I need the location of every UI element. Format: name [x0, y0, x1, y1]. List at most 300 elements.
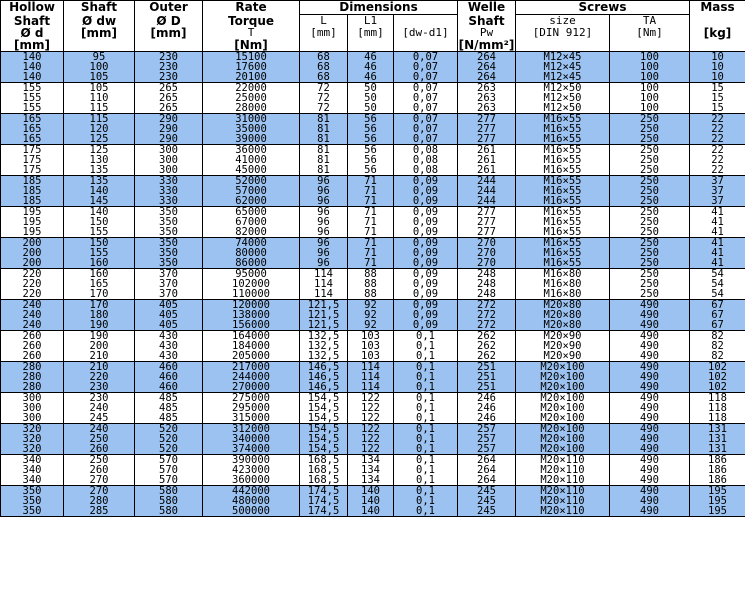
header-torque-unit: [Nm]	[234, 38, 268, 52]
table-row	[1, 393, 745, 404]
torque-cell: 65000	[203, 207, 300, 218]
hollow-shaft-cell: 350	[1, 506, 64, 517]
pw-cell: 261	[458, 155, 516, 165]
hollow-shaft-cell: 320	[1, 444, 64, 455]
pw-cell: 264	[458, 72, 516, 83]
torque-cell: 244000	[203, 372, 300, 382]
dim-L1-cell: 71	[348, 207, 394, 218]
hollow-shaft-cell: 300	[1, 403, 64, 413]
header-shaft-2: Shaft	[458, 15, 516, 28]
dim-L1-cell: 140	[348, 496, 394, 506]
mass-cell: 67	[690, 310, 745, 320]
mass-cell: 82	[690, 331, 745, 342]
shaft-cell: 95	[64, 52, 135, 63]
mass-cell: 131	[690, 434, 745, 444]
dim-L-cell: 132,5	[300, 341, 348, 351]
pw-cell: 248	[458, 269, 516, 280]
screw-ta-cell: 490	[610, 341, 690, 351]
header-hollow-unit: [mm]	[14, 38, 50, 52]
pw-cell: 277	[458, 124, 516, 134]
dim-dw-cell: 0,09	[394, 310, 458, 320]
dim-L1-cell: 50	[348, 103, 394, 114]
dim-dw-cell: 0,07	[394, 103, 458, 114]
dim-L-cell: 96	[300, 186, 348, 196]
dim-dw-cell: 0,1	[394, 382, 458, 393]
table-row	[1, 124, 745, 134]
dim-dw-cell: 0,09	[394, 186, 458, 196]
hollow-shaft-cell: 140	[1, 62, 64, 72]
shaft-cell: 270	[64, 486, 135, 497]
pw-cell: 261	[458, 165, 516, 176]
header-dimensions: Dimensions	[300, 1, 458, 15]
screw-ta-cell: 490	[610, 320, 690, 331]
table-row	[1, 62, 745, 72]
dim-L-cell: 68	[300, 52, 348, 63]
header-dim-L-unit: [mm]	[300, 27, 348, 52]
dim-dw-cell: 0,1	[394, 444, 458, 455]
screw-size-cell: M16×55	[516, 165, 610, 176]
torque-cell: 360000	[203, 475, 300, 486]
dim-L-cell: 168,5	[300, 465, 348, 475]
table-row	[1, 238, 745, 249]
dim-dw-cell: 0,09	[394, 300, 458, 311]
screw-ta-cell: 100	[610, 72, 690, 83]
outer-cell: 300	[135, 145, 203, 156]
outer-cell: 405	[135, 310, 203, 320]
screw-size-cell: M16×55	[516, 186, 610, 196]
table-row	[1, 176, 745, 187]
dim-L1-cell: 140	[348, 486, 394, 497]
mass-cell: 67	[690, 300, 745, 311]
header-outer-symbol: Ø D	[135, 15, 203, 28]
mass-cell: 186	[690, 455, 745, 466]
torque-cell: 62000	[203, 196, 300, 207]
shaft-cell: 150	[64, 217, 135, 227]
mass-cell: 41	[690, 258, 745, 269]
table-row	[1, 227, 745, 238]
dim-L1-cell: 92	[348, 320, 394, 331]
screw-size-cell: M20×100	[516, 372, 610, 382]
mass-cell: 195	[690, 506, 745, 517]
dim-L1-cell: 71	[348, 258, 394, 269]
dim-L-cell: 174,5	[300, 486, 348, 497]
pw-cell: 277	[458, 227, 516, 238]
dim-L-cell: 72	[300, 83, 348, 94]
mass-cell: 22	[690, 114, 745, 125]
dim-L1-cell: 140	[348, 506, 394, 517]
dim-L-cell: 72	[300, 93, 348, 103]
torque-cell: 120000	[203, 300, 300, 311]
outer-cell: 580	[135, 506, 203, 517]
pw-cell: 272	[458, 300, 516, 311]
shaft-cell: 180	[64, 310, 135, 320]
hollow-shaft-cell: 185	[1, 196, 64, 207]
dim-L-cell: 81	[300, 114, 348, 125]
pw-cell: 262	[458, 341, 516, 351]
table-row	[1, 413, 745, 424]
hollow-shaft-cell: 175	[1, 145, 64, 156]
dim-dw-cell: 0,1	[394, 341, 458, 351]
dim-L1-cell: 122	[348, 403, 394, 413]
mass-cell: 37	[690, 176, 745, 187]
dim-dw-cell: 0,1	[394, 486, 458, 497]
shaft-cell: 155	[64, 248, 135, 258]
dim-dw-cell: 0,07	[394, 72, 458, 83]
dim-L-cell: 154,5	[300, 444, 348, 455]
screw-size-cell: M20×80	[516, 320, 610, 331]
dim-dw-cell: 0,1	[394, 372, 458, 382]
pw-cell: 245	[458, 496, 516, 506]
pw-cell: 277	[458, 207, 516, 218]
dim-L1-cell: 114	[348, 372, 394, 382]
outer-cell: 300	[135, 165, 203, 176]
mass-cell: 10	[690, 52, 745, 63]
torque-cell: 390000	[203, 455, 300, 466]
pw-cell: 277	[458, 114, 516, 125]
mass-cell: 54	[690, 289, 745, 300]
mass-cell: 41	[690, 238, 745, 249]
pw-cell: 261	[458, 145, 516, 156]
screw-ta-cell: 100	[610, 83, 690, 94]
dim-L1-cell: 56	[348, 114, 394, 125]
dim-L1-cell: 114	[348, 382, 394, 393]
dim-L-cell: 96	[300, 227, 348, 238]
screw-ta-cell: 100	[610, 52, 690, 63]
outer-cell: 580	[135, 496, 203, 506]
mass-cell: 37	[690, 196, 745, 207]
dim-dw-cell: 0,09	[394, 320, 458, 331]
pw-cell: 251	[458, 382, 516, 393]
dim-L-cell: 168,5	[300, 455, 348, 466]
torque-cell: 15100	[203, 52, 300, 63]
outer-cell: 520	[135, 424, 203, 435]
table-row	[1, 341, 745, 351]
hollow-shaft-cell: 200	[1, 238, 64, 249]
dim-L1-cell: 134	[348, 475, 394, 486]
torque-cell: 500000	[203, 506, 300, 517]
dim-L-cell: 68	[300, 72, 348, 83]
screw-ta-cell: 490	[610, 444, 690, 455]
mass-cell: 102	[690, 362, 745, 373]
outer-cell: 485	[135, 393, 203, 404]
table-row	[1, 372, 745, 382]
hollow-shaft-cell: 300	[1, 393, 64, 404]
dim-L-cell: 81	[300, 124, 348, 134]
dim-L1-cell: 92	[348, 310, 394, 320]
outer-cell: 290	[135, 134, 203, 145]
shaft-cell: 155	[64, 227, 135, 238]
torque-cell: 164000	[203, 331, 300, 342]
shaft-cell: 100	[64, 62, 135, 72]
dim-L1-cell: 88	[348, 279, 394, 289]
table-body	[1, 52, 745, 517]
dim-L1-cell: 134	[348, 465, 394, 475]
outer-cell: 330	[135, 186, 203, 196]
shaft-cell: 250	[64, 455, 135, 466]
screw-ta-cell: 250	[610, 279, 690, 289]
torque-cell: 270000	[203, 382, 300, 393]
hollow-shaft-cell: 280	[1, 362, 64, 373]
table-row	[1, 362, 745, 373]
table-row	[1, 455, 745, 466]
table-row	[1, 300, 745, 311]
torque-cell: 295000	[203, 403, 300, 413]
hollow-shaft-cell: 280	[1, 372, 64, 382]
screw-size-cell: M16×80	[516, 269, 610, 280]
shaft-cell: 165	[64, 279, 135, 289]
torque-cell: 52000	[203, 176, 300, 187]
hollow-shaft-cell: 340	[1, 455, 64, 466]
shaft-cell: 170	[64, 289, 135, 300]
header-screw-din: [DIN 912]	[516, 27, 610, 52]
outer-cell: 570	[135, 475, 203, 486]
pw-cell: 270	[458, 258, 516, 269]
screw-size-cell: M20×90	[516, 351, 610, 362]
dim-L-cell: 121,5	[300, 310, 348, 320]
mass-cell: 10	[690, 62, 745, 72]
table-row	[1, 145, 745, 156]
screw-size-cell: M20×100	[516, 403, 610, 413]
screw-ta-cell: 250	[610, 217, 690, 227]
dim-dw-cell: 0,1	[394, 362, 458, 373]
outer-cell: 430	[135, 351, 203, 362]
outer-cell: 350	[135, 238, 203, 249]
torque-cell: 80000	[203, 248, 300, 258]
shaft-cell: 260	[64, 444, 135, 455]
dim-L1-cell: 50	[348, 83, 394, 94]
screw-size-cell: M20×100	[516, 393, 610, 404]
header-mass: Mass	[690, 1, 745, 15]
screw-ta-cell: 490	[610, 424, 690, 435]
dim-L-cell: 96	[300, 238, 348, 249]
screw-size-cell: M20×110	[516, 486, 610, 497]
header-pw-symbol: Pw	[479, 27, 494, 39]
table-row	[1, 258, 745, 269]
pw-cell: 251	[458, 362, 516, 373]
hollow-shaft-cell: 165	[1, 114, 64, 125]
hollow-shaft-cell: 185	[1, 186, 64, 196]
hollow-shaft-cell: 240	[1, 310, 64, 320]
mass-cell: 131	[690, 444, 745, 455]
hollow-shaft-cell: 280	[1, 382, 64, 393]
mass-cell: 15	[690, 103, 745, 114]
pw-cell: 270	[458, 238, 516, 249]
screw-size-cell: M20×100	[516, 413, 610, 424]
pw-cell: 262	[458, 351, 516, 362]
dim-L-cell: 154,5	[300, 434, 348, 444]
header-dim-dw: [dw-d1]	[394, 27, 458, 52]
dim-dw-cell: 0,09	[394, 258, 458, 269]
shaft-cell: 240	[64, 424, 135, 435]
dim-L1-cell: 56	[348, 155, 394, 165]
table-row	[1, 114, 745, 125]
dim-L-cell: 96	[300, 258, 348, 269]
table-row	[1, 444, 745, 455]
screw-size-cell: M12×45	[516, 62, 610, 72]
shaft-cell: 285	[64, 506, 135, 517]
screw-ta-cell: 250	[610, 176, 690, 187]
screw-size-cell: M20×110	[516, 496, 610, 506]
screw-size-cell: M16×55	[516, 248, 610, 258]
torque-cell: 25000	[203, 93, 300, 103]
shaft-cell: 115	[64, 103, 135, 114]
outer-cell: 570	[135, 455, 203, 466]
screw-size-cell: M16×55	[516, 238, 610, 249]
shaft-cell: 230	[64, 393, 135, 404]
outer-cell: 485	[135, 403, 203, 413]
screw-size-cell: M16×55	[516, 217, 610, 227]
screw-size-cell: M20×110	[516, 465, 610, 475]
screw-ta-cell: 490	[610, 300, 690, 311]
outer-cell: 230	[135, 72, 203, 83]
pw-cell: 272	[458, 320, 516, 331]
screw-ta-cell: 250	[610, 207, 690, 218]
header-welle: Welle	[458, 1, 516, 15]
dim-dw-cell: 0,09	[394, 176, 458, 187]
shaft-cell: 260	[64, 465, 135, 475]
mass-cell: 22	[690, 145, 745, 156]
pw-cell: 257	[458, 444, 516, 455]
shaft-cell: 190	[64, 331, 135, 342]
table-row	[1, 196, 745, 207]
dim-L-cell: 96	[300, 207, 348, 218]
screw-ta-cell: 490	[610, 362, 690, 373]
screw-size-cell: M12×50	[516, 83, 610, 94]
dim-L-cell: 168,5	[300, 475, 348, 486]
shaft-cell: 140	[64, 186, 135, 196]
hollow-shaft-cell: 350	[1, 496, 64, 506]
dim-L1-cell: 122	[348, 434, 394, 444]
hollow-shaft-cell: 320	[1, 434, 64, 444]
outer-cell: 265	[135, 103, 203, 114]
dim-dw-cell: 0,09	[394, 196, 458, 207]
dim-L1-cell: 103	[348, 341, 394, 351]
screw-size-cell: M16×55	[516, 145, 610, 156]
dim-L1-cell: 122	[348, 393, 394, 404]
shaft-cell: 280	[64, 496, 135, 506]
shaft-cell: 245	[64, 413, 135, 424]
dim-dw-cell: 0,1	[394, 424, 458, 435]
dim-L1-cell: 56	[348, 165, 394, 176]
outer-cell: 370	[135, 279, 203, 289]
dim-L-cell: 114	[300, 289, 348, 300]
table-row	[1, 93, 745, 103]
pw-cell: 264	[458, 475, 516, 486]
screw-size-cell: M20×80	[516, 300, 610, 311]
screw-size-cell: M20×100	[516, 382, 610, 393]
outer-cell: 370	[135, 269, 203, 280]
shaft-cell: 140	[64, 207, 135, 218]
dim-dw-cell: 0,1	[394, 475, 458, 486]
hollow-shaft-cell: 200	[1, 258, 64, 269]
dim-dw-cell: 0,07	[394, 83, 458, 94]
torque-cell: 423000	[203, 465, 300, 475]
shaft-cell: 210	[64, 362, 135, 373]
dim-dw-cell: 0,1	[394, 403, 458, 413]
screw-ta-cell: 490	[610, 372, 690, 382]
pw-cell: 246	[458, 393, 516, 404]
mass-cell: 186	[690, 475, 745, 486]
screw-ta-cell: 250	[610, 186, 690, 196]
dim-L-cell: 96	[300, 217, 348, 227]
dim-dw-cell: 0,08	[394, 165, 458, 176]
table-row	[1, 320, 745, 331]
screw-ta-cell: 100	[610, 62, 690, 72]
dim-dw-cell: 0,08	[394, 155, 458, 165]
outer-cell: 350	[135, 258, 203, 269]
table-row	[1, 134, 745, 145]
dim-dw-cell: 0,07	[394, 124, 458, 134]
screw-ta-cell: 250	[610, 124, 690, 134]
dim-dw-cell: 0,09	[394, 279, 458, 289]
table-row	[1, 269, 745, 280]
dim-dw-cell: 0,1	[394, 351, 458, 362]
screw-ta-cell: 250	[610, 134, 690, 145]
table-row	[1, 248, 745, 258]
dim-L1-cell: 50	[348, 93, 394, 103]
dim-L-cell: 154,5	[300, 403, 348, 413]
dim-dw-cell: 0,1	[394, 465, 458, 475]
header-screw-size: size	[516, 15, 610, 28]
header-dim-L1: L1	[348, 15, 394, 28]
table-row	[1, 465, 745, 475]
hollow-shaft-cell: 155	[1, 93, 64, 103]
shaft-cell: 270	[64, 475, 135, 486]
screw-size-cell: M16×80	[516, 289, 610, 300]
torque-cell: 28000	[203, 103, 300, 114]
screw-size-cell: M16×55	[516, 258, 610, 269]
dim-dw-cell: 0,09	[394, 289, 458, 300]
torque-cell: 36000	[203, 145, 300, 156]
shaft-cell: 145	[64, 196, 135, 207]
screw-size-cell: M16×55	[516, 155, 610, 165]
hollow-shaft-cell: 240	[1, 300, 64, 311]
outer-cell: 460	[135, 372, 203, 382]
screw-ta-cell: 490	[610, 506, 690, 517]
mass-cell: 22	[690, 134, 745, 145]
pw-cell: 263	[458, 103, 516, 114]
dim-L-cell: 132,5	[300, 351, 348, 362]
pw-cell: 257	[458, 434, 516, 444]
header-screws: Screws	[516, 1, 690, 15]
hollow-shaft-cell: 260	[1, 331, 64, 342]
screw-ta-cell: 250	[610, 165, 690, 176]
screw-size-cell: M16×55	[516, 134, 610, 145]
hollow-shaft-cell: 240	[1, 320, 64, 331]
mass-cell: 41	[690, 217, 745, 227]
dim-L-cell: 96	[300, 196, 348, 207]
screw-size-cell: M16×55	[516, 207, 610, 218]
dim-dw-cell: 0,09	[394, 238, 458, 249]
torque-cell: 67000	[203, 217, 300, 227]
table-row	[1, 475, 745, 486]
shaft-cell: 135	[64, 176, 135, 187]
pw-cell: 246	[458, 403, 516, 413]
screw-ta-cell: 250	[610, 155, 690, 165]
torque-cell: 82000	[203, 227, 300, 238]
screw-ta-cell: 100	[610, 103, 690, 114]
screw-size-cell: M16×55	[516, 114, 610, 125]
dim-L1-cell: 71	[348, 248, 394, 258]
torque-cell: 156000	[203, 320, 300, 331]
mass-cell: 82	[690, 341, 745, 351]
mass-cell: 22	[690, 165, 745, 176]
mass-cell: 22	[690, 124, 745, 134]
screw-size-cell: M20×100	[516, 434, 610, 444]
table-row	[1, 217, 745, 227]
mass-cell: 15	[690, 83, 745, 94]
outer-cell: 300	[135, 155, 203, 165]
